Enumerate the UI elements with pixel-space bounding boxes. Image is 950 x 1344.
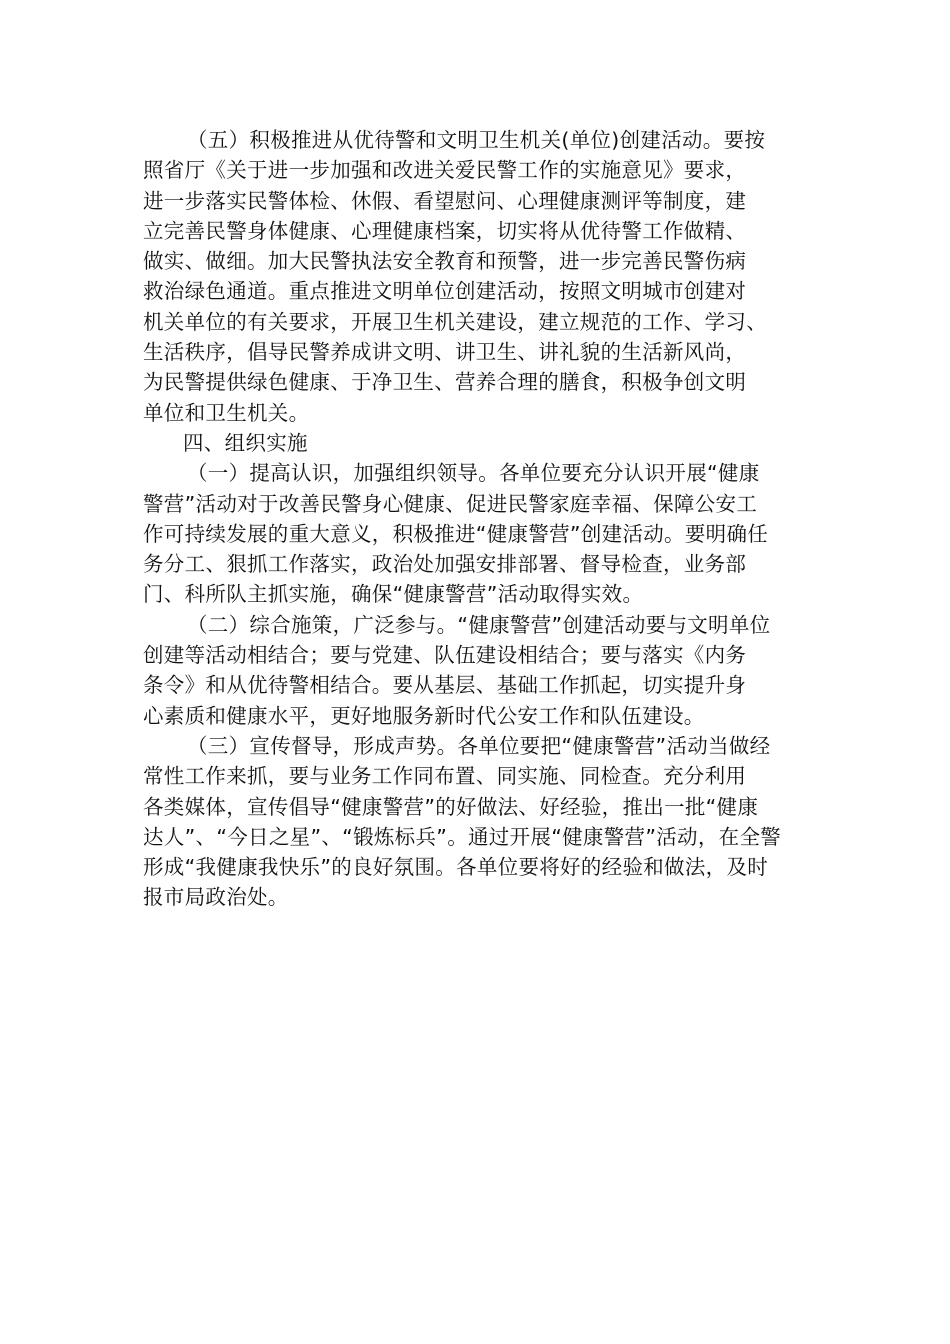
paragraph-5-line-7: 机关单位的有关要求，开展卫生机关建设，建立规范的工作、学习、 — [143, 309, 767, 334]
paragraph-5-line-9: 为民警提供绿色健康、于净卫生、营养合理的膳食，积极争创文明 — [143, 370, 747, 395]
paragraph-2-line-2: 创建等活动相结合；要与党建、队伍建设相结合；要与落实《内务 — [143, 643, 747, 668]
paragraph-1-line-5: 门、科所队主抓实施，确保“健康警营”活动取得实效。 — [143, 582, 644, 607]
paragraph-5-line-5: 做实、做细。加大民警执法安全教育和预警，进一步完善民警伤病 — [143, 249, 747, 274]
paragraph-3-line-2: 常性工作来抓，要与业务工作同布置、同实施、同检查。充分利用 — [143, 764, 747, 789]
paragraph-3-line-6: 报市局政治处。 — [143, 885, 289, 910]
paragraph-5-line-3: 进一步落实民警体检、休假、看望慰问、心理健康测评等制度，建 — [143, 188, 747, 213]
paragraph-3-line-4: 达人”、“今日之星”、“锻炼标兵”。通过开展“健康警营”活动，在全警 — [143, 824, 782, 849]
paragraph-2-line-1: （二）综合施策，广泛参与。“健康警营”创建活动要与文明单位 — [187, 612, 771, 637]
paragraph-5-line-2: 照省厅《关于进一步加强和改进关爱民警工作的实施意见》要求， — [143, 158, 747, 183]
paragraph-3-line-1: （三）宣传督导，形成声势。各单位要把“健康警营”活动当做经 — [187, 733, 771, 758]
paragraph-3-line-5: 形成“我健康我快乐”的良好氛围。各单位要将好的经验和做法，及时 — [143, 855, 769, 880]
paragraph-1-line-2: 警营”活动对于改善民警身心健康、促进民警家庭幸福、保障公安工 — [143, 491, 758, 516]
paragraph-3-line-3: 各类媒体，宣传倡导“健康警营”的好做法、好经验，推出一批“健康 — [143, 794, 759, 819]
paragraph-5-line-1: （五）积极推进从优待警和文明卫生机关(单位)创建活动。要按 — [187, 128, 766, 152]
paragraph-2-line-4: 心素质和健康水平，更好地服务新时代公安工作和队伍建设。 — [143, 703, 705, 728]
paragraph-1-line-4: 务分工、狠抓工作落实，政治处加强安排部署、督导检查，业务部 — [143, 552, 747, 577]
paragraph-5-line-6: 救治绿色通道。重点推进文明单位创建活动，按照文明城市创建对 — [143, 279, 747, 304]
paragraph-2-line-3: 条令》和从优待警相结合。要从基层、基础工作抓起，切实提升身 — [143, 673, 747, 698]
paragraph-5-line-8: 生活秩序，倡导民警养成讲文明、讲卫生、讲礼貌的生活新风尚， — [143, 340, 747, 365]
document-body — [143, 125, 808, 913]
section-heading: 四、组织实施 — [183, 430, 308, 455]
paragraph-1-line-3: 作可持续发展的重大意义，积极推进“健康警营”创建活动。要明确任 — [143, 521, 769, 546]
paragraph-5-line-4: 立完善民警身体健康、心理健康档案，切实将从优待警工作做精、 — [143, 218, 747, 243]
paragraph-1-line-1: （一）提高认识，加强组织领导。各单位要充分认识开展“健康 — [187, 461, 760, 486]
paragraph-5-line-10: 单位和卫生机关。 — [143, 400, 310, 425]
